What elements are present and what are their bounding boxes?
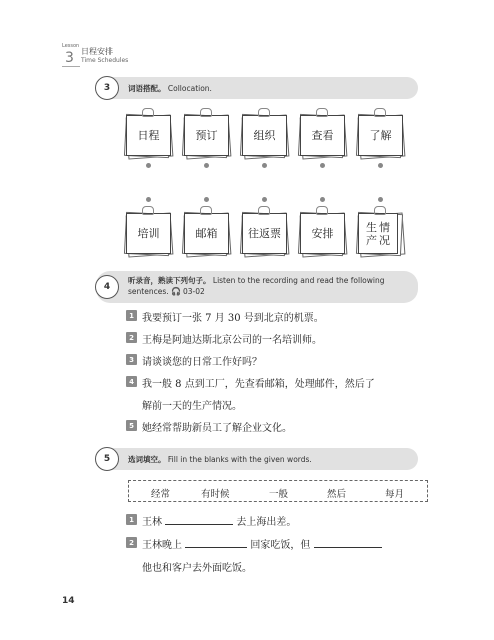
lesson-title-cn: 日程安排 bbox=[81, 47, 113, 56]
item-2-blank-1[interactable] bbox=[185, 538, 247, 548]
lesson-label: Lesson bbox=[62, 43, 80, 49]
section-3-header bbox=[96, 77, 418, 99]
section-5-title-en: Fill in the blanks with the given words. bbox=[167, 455, 312, 464]
card-top-1-label: 日程 bbox=[126, 115, 171, 156]
sentence-1: 我要预订一张 7 月 30 号到北京的机票。 bbox=[142, 313, 324, 324]
match-dot-top-1[interactable] bbox=[146, 163, 151, 168]
card-top-5-label: 了解 bbox=[358, 115, 403, 156]
card-bottom-4-label: 安排 bbox=[300, 213, 345, 254]
item-1-blank[interactable] bbox=[165, 515, 233, 525]
section-4-header bbox=[96, 271, 418, 303]
match-dot-bottom-5[interactable] bbox=[378, 197, 383, 202]
item-1-before: 王林 bbox=[142, 517, 162, 528]
section-4-title bbox=[128, 275, 384, 297]
paperclip-icon bbox=[374, 108, 386, 117]
paperclip-icon bbox=[200, 206, 212, 215]
lesson-title-en: Time Schedules bbox=[81, 57, 129, 64]
card-top-3[interactable] bbox=[240, 112, 290, 160]
item-2 bbox=[142, 536, 382, 551]
section-5-header bbox=[96, 448, 418, 470]
sentence-3-number: 3 bbox=[126, 354, 137, 365]
word-bank-item[interactable]: 有时候 bbox=[201, 489, 230, 500]
card-top-4-label: 查看 bbox=[300, 115, 345, 156]
section-5-number: 5 bbox=[95, 447, 119, 471]
sentence-2: 王梅是阿迪达斯北京公司的一名培训师。 bbox=[142, 335, 322, 346]
section-3-title-cn: 词语搭配。 bbox=[128, 84, 166, 93]
card-top-5[interactable] bbox=[356, 112, 406, 160]
sentence-1-number: 1 bbox=[126, 310, 137, 321]
card-top-1[interactable] bbox=[124, 112, 174, 160]
section-3-number: 3 bbox=[95, 76, 119, 100]
match-dot-bottom-3[interactable] bbox=[262, 197, 267, 202]
match-dot-top-2[interactable] bbox=[204, 163, 209, 168]
sentence-3: 请谈谈您的日常工作好吗？ bbox=[142, 357, 262, 368]
word-bank-item[interactable]: 一般 bbox=[269, 489, 289, 500]
card-bottom-4[interactable] bbox=[298, 210, 348, 258]
section-5-title bbox=[128, 454, 312, 465]
item-2-number: 2 bbox=[126, 537, 137, 548]
item-2-middle: 回家吃饭，但 bbox=[250, 540, 311, 551]
section-5-title-cn: 选词填空。 bbox=[128, 455, 166, 464]
item-1-number: 1 bbox=[126, 514, 137, 525]
header-divider bbox=[62, 66, 80, 67]
lesson-number: 3 bbox=[65, 50, 74, 66]
word-bank-item[interactable]: 每月 bbox=[385, 489, 405, 500]
word-bank-item[interactable]: 然后 bbox=[327, 489, 347, 500]
card-bottom-5-label: 生产 情况 bbox=[358, 213, 398, 254]
word-bank bbox=[128, 480, 428, 502]
card-top-2[interactable] bbox=[182, 112, 232, 160]
card-bottom-1-label: 培训 bbox=[126, 213, 171, 254]
card-top-2-label: 预订 bbox=[184, 115, 229, 156]
card-bottom-5[interactable] bbox=[356, 210, 406, 258]
sentence-4-number: 4 bbox=[126, 376, 137, 387]
sentence-4-cont: 解前一天的生产情况。 bbox=[142, 401, 242, 412]
paperclip-icon bbox=[374, 206, 386, 215]
card-bottom-1[interactable] bbox=[124, 210, 174, 258]
section-4-number: 4 bbox=[95, 275, 119, 299]
paperclip-icon bbox=[142, 108, 154, 117]
card-bottom-2-label: 邮箱 bbox=[184, 213, 229, 254]
card-bottom-3[interactable] bbox=[240, 210, 290, 258]
section-4-title-en-1: Listen to the recording and read the following bbox=[212, 276, 385, 285]
card-bottom-2[interactable] bbox=[182, 210, 232, 258]
page-number: 14 bbox=[62, 596, 75, 606]
paperclip-icon bbox=[316, 108, 328, 117]
paperclip-icon bbox=[316, 206, 328, 215]
sentence-2-number: 2 bbox=[126, 332, 137, 343]
card-top-4[interactable] bbox=[298, 112, 348, 160]
item-2-before: 王林晚上 bbox=[142, 540, 182, 551]
match-dot-top-3[interactable] bbox=[262, 163, 267, 168]
item-2-cont: 他也和客户去外面吃饭。 bbox=[142, 563, 252, 574]
sentence-4: 我一般 8 点到工厂，先查看邮箱，处理邮件，然后了 bbox=[142, 379, 375, 390]
section-4-title-cn: 听录音，熟读下列句子。 bbox=[128, 276, 211, 285]
section-3-title bbox=[128, 83, 212, 94]
match-dot-top-5[interactable] bbox=[378, 163, 383, 168]
match-dot-top-4[interactable] bbox=[320, 163, 325, 168]
item-1 bbox=[142, 513, 296, 528]
match-dot-bottom-2[interactable] bbox=[204, 197, 209, 202]
sentence-5: 她经常帮助新员工了解企业文化。 bbox=[142, 423, 292, 434]
card-bottom-3-label: 往返票 bbox=[242, 213, 287, 254]
paperclip-icon bbox=[258, 108, 270, 117]
track-number: 03-02 bbox=[182, 287, 205, 296]
word-bank-item[interactable]: 经常 bbox=[151, 489, 171, 500]
paperclip-icon bbox=[142, 206, 154, 215]
section-4-title-en-2: sentences. bbox=[128, 287, 169, 296]
item-1-after: 去上海出差。 bbox=[236, 517, 297, 528]
sentence-5-number: 5 bbox=[126, 420, 137, 431]
paperclip-icon bbox=[258, 206, 270, 215]
match-dot-bottom-4[interactable] bbox=[320, 197, 325, 202]
match-dot-bottom-1[interactable] bbox=[146, 197, 151, 202]
item-2-blank-2[interactable] bbox=[314, 538, 382, 548]
section-3-title-en: Collocation. bbox=[167, 84, 212, 93]
paperclip-icon bbox=[200, 108, 212, 117]
headphones-icon[interactable]: 🎧 bbox=[171, 287, 181, 296]
card-top-3-label: 组织 bbox=[242, 115, 287, 156]
